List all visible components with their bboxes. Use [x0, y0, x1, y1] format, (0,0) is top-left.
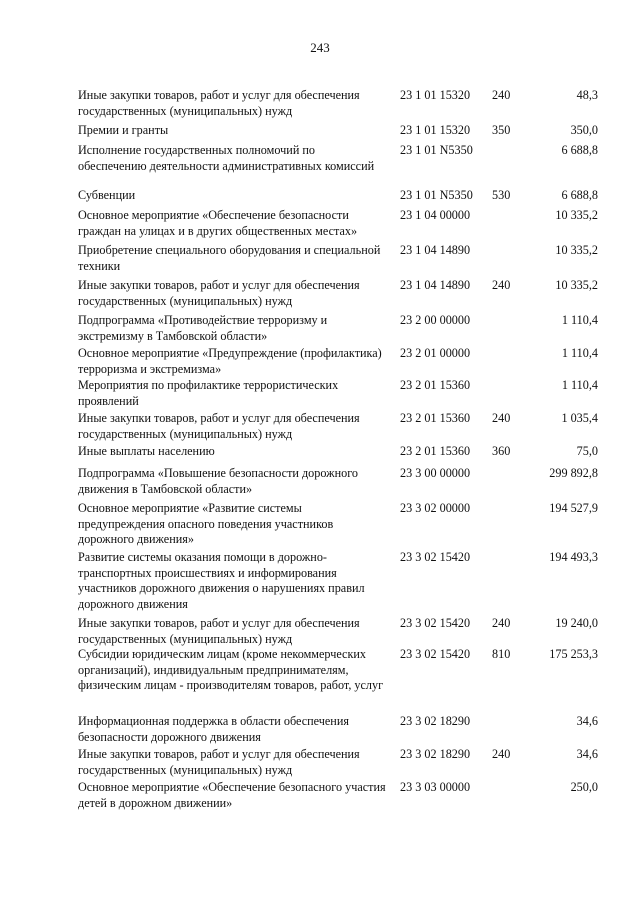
row-name: Информационная поддержка в области обеспечения безопасности дорожного движения	[78, 714, 349, 744]
row-code: 23 1 04 00000	[400, 208, 471, 222]
row-name: Иные закупки товаров, работ и услуг для обеспечения государственных (муниципальных) нужд	[78, 278, 360, 308]
row-code: 23 3 02 18290	[400, 747, 471, 761]
row-expense-type: 530	[492, 188, 511, 202]
row-expense-type: 350	[492, 123, 511, 137]
row-expense-type: 240	[492, 747, 511, 761]
row-name: Субсидии юридическим лицам (кроме некоммерческих организаций), индивидуальным предпринимателям, физическим лицам - производителям товаров, работ, услуг	[78, 647, 384, 693]
row-amount: 10 335,2	[555, 208, 598, 222]
row-amount: 6 688,8	[561, 188, 598, 202]
row-name: Основное мероприятие «Предупреждение (профилактика) терроризма и экстремизма»	[78, 346, 382, 376]
row-name: Иные закупки товаров, работ и услуг для обеспечения государственных (муниципальных) нужд	[78, 616, 360, 646]
row-code: 23 3 02 00000	[400, 501, 471, 515]
row-amount: 6 688,8	[561, 143, 598, 157]
row-amount: 194 527,9	[549, 501, 598, 515]
row-amount: 75,0	[576, 444, 598, 458]
row-amount: 194 493,3	[549, 550, 598, 564]
row-amount: 350,0	[570, 123, 598, 137]
row-code: 23 1 01 15320	[400, 123, 471, 137]
row-code: 23 3 02 15420	[400, 616, 471, 630]
row-name: Мероприятия по профилактике террористических проявлений	[78, 378, 339, 408]
row-code: 23 2 01 15360	[400, 411, 471, 425]
row-name: Субвенции	[78, 188, 136, 202]
row-name: Подпрограмма «Повышение безопасности дорожного движения в Тамбовской области»	[78, 466, 358, 496]
row-amount: 34,6	[576, 714, 598, 728]
row-expense-type: 240	[492, 278, 511, 292]
row-name: Иные закупки товаров, работ и услуг для обеспечения государственных (муниципальных) нужд	[78, 411, 360, 441]
row-amount: 19 240,0	[555, 616, 598, 630]
row-name: Основное мероприятие «Обеспечение безопасного участия детей в дорожном движении»	[78, 780, 386, 810]
row-name: Иные закупки товаров, работ и услуг для обеспечения государственных (муниципальных) нужд	[78, 88, 360, 118]
row-code: 23 2 01 15360	[400, 378, 471, 392]
row-amount: 250,0	[570, 780, 598, 794]
row-code: 23 2 01 00000	[400, 346, 471, 360]
row-expense-type: 360	[492, 444, 511, 458]
page-number: 243	[310, 40, 330, 55]
row-amount: 1 110,4	[561, 313, 598, 327]
row-name: Исполнение государственных полномочий по обеспечению деятельности административных комиссий	[78, 143, 375, 173]
row-name: Подпрограмма «Противодействие терроризму и экстремизму в Тамбовской области»	[78, 313, 328, 343]
row-code: 23 1 01 N5350	[400, 188, 473, 202]
row-amount: 1 110,4	[561, 346, 598, 360]
row-code: 23 1 01 15320	[400, 88, 471, 102]
row-code: 23 1 04 14890	[400, 243, 471, 257]
row-expense-type: 240	[492, 616, 511, 630]
row-amount: 10 335,2	[555, 278, 598, 292]
row-name: Иные закупки товаров, работ и услуг для обеспечения государственных (муниципальных) нужд	[78, 747, 360, 777]
row-amount: 48,3	[576, 88, 598, 102]
row-code: 23 3 02 15420	[400, 647, 471, 661]
row-code: 23 3 02 18290	[400, 714, 471, 728]
row-amount: 1 110,4	[561, 378, 598, 392]
row-amount: 10 335,2	[555, 243, 598, 257]
row-name: Премии и гранты	[78, 123, 169, 137]
row-amount: 34,6	[576, 747, 598, 761]
row-amount: 1 035,4	[561, 411, 598, 425]
row-name: Развитие системы оказания помощи в дорожно-транспортных происшествиях и информирования участников дорожного движения о нарушениях правил дорожного движения	[78, 550, 365, 611]
row-amount: 299 892,8	[549, 466, 598, 480]
row-code: 23 3 00 00000	[400, 466, 471, 480]
row-code: 23 1 01 N5350	[400, 143, 473, 157]
row-name: Иные выплаты населению	[78, 444, 215, 458]
row-name: Основное мероприятие «Развитие системы предупреждения опасного поведения участников дорожного движения»	[78, 501, 334, 547]
row-code: 23 2 00 00000	[400, 313, 471, 327]
row-name: Основное мероприятие «Обеспечение безопасности граждан на улицах и в других общественных местах»	[78, 208, 358, 238]
row-expense-type: 240	[492, 411, 511, 425]
row-amount: 175 253,3	[549, 647, 598, 661]
row-name: Приобретение специального оборудования и специальной техники	[78, 243, 381, 273]
row-expense-type: 810	[492, 647, 511, 661]
row-expense-type: 240	[492, 88, 511, 102]
row-code: 23 2 01 15360	[400, 444, 471, 458]
row-code: 23 3 03 00000	[400, 780, 471, 794]
row-code: 23 3 02 15420	[400, 550, 471, 564]
row-code: 23 1 04 14890	[400, 278, 471, 292]
